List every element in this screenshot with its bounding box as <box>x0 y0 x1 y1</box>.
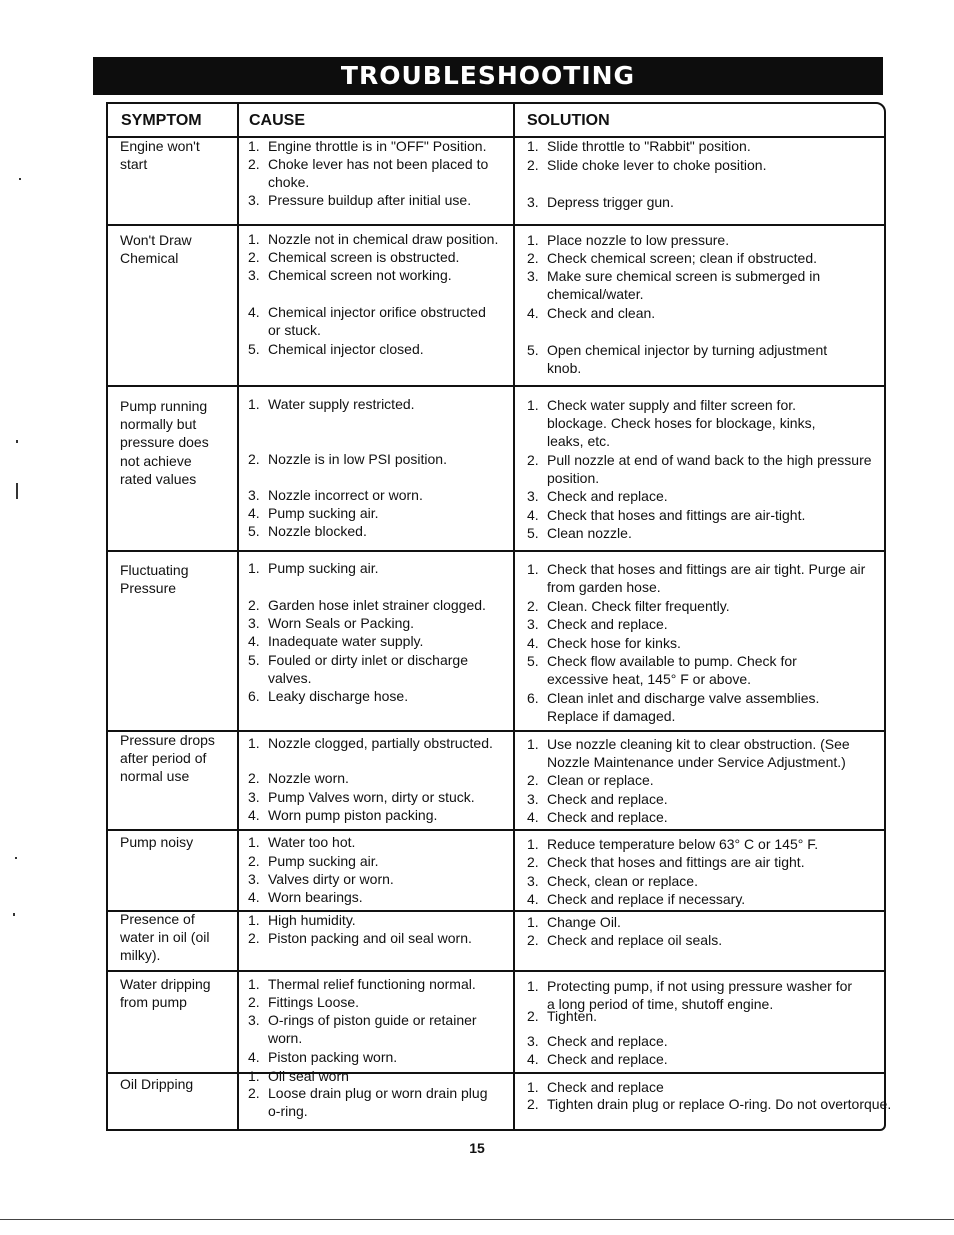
cause-text: Pump sucking air. <box>268 560 379 576</box>
cause-number: 1. <box>248 912 260 928</box>
solution-number: 2. <box>527 932 539 948</box>
solution-text: excessive heat, 145° F or above. <box>547 671 752 688</box>
solution-text: Check flow available to pump. Check for <box>547 653 797 669</box>
solution-text: Check and replace. <box>547 488 668 504</box>
cause-number: 5. <box>248 523 260 539</box>
solution-number: 2. <box>527 772 539 788</box>
cause-text: Water supply restricted. <box>268 396 415 412</box>
cause-text: Chemical injector closed. <box>268 341 424 357</box>
cause-text: Leaky discharge hose. <box>268 688 409 704</box>
cause-number: 1. <box>248 735 260 751</box>
solution-text: Check water supply and filter screen for. <box>547 397 797 413</box>
cause-number: 5. <box>248 652 260 668</box>
solution-text: Check hose for kinks. <box>547 635 681 651</box>
solution-number: 6. <box>527 690 539 706</box>
cause-text: Nozzle clogged, partially obstructed. <box>268 735 493 751</box>
cause-text: Loose drain plug or worn drain plug <box>268 1085 488 1101</box>
solution-text: Check and replace oil seals. <box>547 932 723 948</box>
cause-text: Fittings Loose. <box>268 994 360 1010</box>
solution-header: SOLUTION <box>527 112 610 129</box>
solution-number: 1. <box>527 232 539 248</box>
symptom-line: Pressure drops <box>120 732 215 748</box>
solution-text: Protecting pump, if not using pressure washer for <box>547 978 853 994</box>
cause-number: 4. <box>248 304 260 320</box>
solution-number: 1. <box>527 914 539 930</box>
solution-text: Clean. Check filter frequently. <box>547 598 730 614</box>
solution-text: Tighten drain plug or replace O-ring. Do not overtorque. <box>547 1096 892 1112</box>
cause-text: High humidity. <box>268 912 356 928</box>
cause-number: 2. <box>248 451 260 467</box>
solution-number: 2. <box>527 598 539 614</box>
cause-text: Nozzle worn. <box>268 770 349 786</box>
scan-mark <box>16 483 18 499</box>
cause-number: 2. <box>248 994 260 1010</box>
cause-text: o-ring. <box>268 1103 308 1120</box>
cause-text: Engine throttle is in "OFF" Position. <box>268 138 487 154</box>
bottom-rule <box>0 1219 954 1220</box>
solution-text: knob. <box>547 360 582 377</box>
cause-text: Worn Seals or Packing. <box>268 615 415 631</box>
cause-number: 3. <box>248 871 260 887</box>
scan-mark <box>19 178 21 180</box>
cause-text: Nozzle is in low PSI position. <box>268 451 447 467</box>
solution-text: Slide choke lever to choke position. <box>547 157 767 173</box>
symptom-line: Presence of <box>120 911 195 927</box>
cause-text: choke. <box>268 174 310 191</box>
solution-number: 2. <box>527 1008 539 1024</box>
cause-number: 1. <box>248 976 260 992</box>
solution-text: Reduce temperature below 63° C or 145° F. <box>547 836 819 852</box>
solution-text: Check and replace. <box>547 791 668 807</box>
solution-number: 1. <box>527 978 539 994</box>
symptom-line: Water dripping <box>120 976 211 992</box>
cause-text: Valves dirty or worn. <box>268 871 394 887</box>
cause-number: 1. <box>248 396 260 412</box>
solution-text: Check that hoses and fittings are air-tight. <box>547 507 806 523</box>
symptom-line: Pump running <box>120 398 208 414</box>
solution-number: 2. <box>527 854 539 870</box>
solution-number: 2. <box>527 452 539 468</box>
solution-text: Check, clean or replace. <box>547 873 698 889</box>
row-divider <box>108 136 884 138</box>
symptom-line: start <box>120 156 148 173</box>
solution-number: 1. <box>527 561 539 577</box>
cause-text: Piston packing and oil seal worn. <box>268 930 472 946</box>
page-number: 15 <box>469 1140 485 1156</box>
solution-number: 5. <box>527 342 539 358</box>
row-divider <box>108 730 884 732</box>
scan-mark <box>13 913 15 916</box>
solution-text: Check and replace if necessary. <box>547 891 746 907</box>
solution-text: Check and replace. <box>547 1051 668 1067</box>
cause-text: worn. <box>268 1030 303 1047</box>
solution-text: Make sure chemical screen is submerged in <box>547 268 821 284</box>
solution-number: 4. <box>527 891 539 907</box>
solution-text: Check that hoses and fittings are air tight. Purge air <box>547 561 866 577</box>
symptom-cell <box>120 975 211 1011</box>
solution-number: 2. <box>527 1096 539 1112</box>
solution-text: Depress trigger gun. <box>547 194 674 210</box>
solution-number: 2. <box>527 250 539 266</box>
troubleshooting-table <box>106 102 892 1131</box>
solution-number: 5. <box>527 653 539 669</box>
cause-number: 3. <box>248 192 260 208</box>
solution-number: 3. <box>527 488 539 504</box>
row-divider <box>108 224 884 226</box>
symptom-line: Pump noisy <box>120 834 194 850</box>
symptom-cell <box>120 137 200 173</box>
symptom-cell <box>120 910 209 965</box>
symptom-line: normal use <box>120 768 190 785</box>
solution-number: 1. <box>527 736 539 752</box>
cause-text: Inadequate water supply. <box>268 633 424 649</box>
solution-number: 2. <box>527 157 539 173</box>
solution-text: Open chemical injector by turning adjustment <box>547 342 828 358</box>
symptom-cell <box>120 397 209 488</box>
cause-number: 1. <box>248 1068 260 1084</box>
symptom-cell <box>120 561 188 597</box>
solution-text: Place nozzle to low pressure. <box>547 232 730 248</box>
scan-mark <box>15 857 17 859</box>
cause-text: Pressure buildup after initial use. <box>268 192 472 208</box>
row-divider <box>108 1072 884 1074</box>
cause-text: valves. <box>268 670 312 687</box>
solution-number: 1. <box>527 836 539 852</box>
cause-number: 4. <box>248 889 260 905</box>
solution-number: 3. <box>527 791 539 807</box>
cause-text: O-rings of piston guide or retainer <box>268 1012 477 1028</box>
solution-text: Tighten. <box>547 1008 598 1024</box>
solution-number: 1. <box>527 397 539 413</box>
cause-text: Water too hot. <box>268 834 356 850</box>
cause-number: 1. <box>248 834 260 850</box>
cause-number: 1. <box>248 560 260 576</box>
symptom-cell <box>120 731 215 786</box>
symptom-cell <box>120 1075 193 1093</box>
cause-text: Worn pump piston packing. <box>268 807 438 823</box>
cause-text: Piston packing worn. <box>268 1049 398 1065</box>
cause-number: 3. <box>248 615 260 631</box>
cause-text: Fouled or dirty inlet or discharge <box>268 652 468 668</box>
cause-number: 4. <box>248 1049 260 1065</box>
column-divider <box>513 104 515 1129</box>
solution-number: 4. <box>527 635 539 651</box>
solution-text: Use nozzle cleaning kit to clear obstruction. (See <box>547 736 850 752</box>
symptom-cell <box>120 833 193 851</box>
solution-text: Replace if damaged. <box>547 708 676 725</box>
cause-number: 2. <box>248 930 260 946</box>
cause-text: Thermal relief functioning normal. <box>268 976 476 992</box>
column-divider <box>237 104 239 1129</box>
solution-text: Pull nozzle at end of wand back to the high pressure <box>547 452 872 468</box>
symptom-cell <box>120 231 192 267</box>
solution-text: Clean nozzle. <box>547 525 632 541</box>
solution-number: 3. <box>527 616 539 632</box>
symptom-line: water in oil (oil <box>120 929 210 946</box>
row-divider <box>108 910 884 912</box>
symptom-line: pressure does <box>120 434 209 451</box>
page-title: TROUBLESHOOTING <box>93 57 883 95</box>
solution-text: from garden hose. <box>547 579 661 596</box>
cause-text: Pump Valves worn, dirty or stuck. <box>268 789 475 805</box>
scan-mark <box>16 440 18 443</box>
solution-number: 3. <box>527 873 539 889</box>
solution-text: Check and replace. <box>547 809 668 825</box>
solution-number: 5. <box>527 525 539 541</box>
solution-number: 3. <box>527 194 539 210</box>
cause-text: Oil seal worn <box>268 1068 349 1084</box>
solution-text: Slide throttle to "Rabbit" position. <box>547 138 751 154</box>
solution-text: Check and clean. <box>547 305 656 321</box>
cause-text: Garden hose inlet strainer clogged. <box>268 597 486 613</box>
cause-number: 1. <box>248 231 260 247</box>
cause-number: 2. <box>248 1085 260 1101</box>
cause-number: 3. <box>248 789 260 805</box>
cause-text: Worn bearings. <box>268 889 363 905</box>
cause-number: 2. <box>248 597 260 613</box>
solution-text: position. <box>547 470 600 487</box>
cause-number: 2. <box>248 853 260 869</box>
cause-number: 4. <box>248 807 260 823</box>
cause-number: 2. <box>248 770 260 786</box>
cause-number: 3. <box>248 1012 260 1028</box>
symptom-line: Oil Dripping <box>120 1076 194 1092</box>
cause-number: 2. <box>248 156 260 172</box>
cause-number: 6. <box>248 688 260 704</box>
symptom-header: SYMPTOM <box>121 112 202 129</box>
cause-text: Pump sucking air. <box>268 853 379 869</box>
symptom-line: Won't Draw <box>120 232 192 248</box>
cause-header: CAUSE <box>249 112 306 129</box>
solution-text: Check and replace. <box>547 1033 668 1049</box>
solution-text: Clean inlet and discharge valve assemblies. <box>547 690 820 706</box>
solution-number: 1. <box>527 138 539 154</box>
symptom-line: Fluctuating <box>120 562 189 578</box>
solution-number: 3. <box>527 268 539 284</box>
cause-number: 4. <box>248 633 260 649</box>
row-divider <box>108 970 884 972</box>
solution-number: 4. <box>527 1051 539 1067</box>
row-divider <box>108 829 884 831</box>
solution-text: chemical/water. <box>547 286 644 303</box>
cause-number: 3. <box>248 487 260 503</box>
cause-text: Chemical screen not working. <box>268 267 452 283</box>
cause-text: Choke lever has not been placed to <box>268 156 489 172</box>
row-divider <box>108 385 884 387</box>
cause-text: or stuck. <box>268 322 321 339</box>
symptom-line: not achieve <box>120 452 192 469</box>
symptom-line: Engine won't <box>120 138 200 154</box>
solution-text: Clean or replace. <box>547 772 654 788</box>
solution-text: a long period of time, shutoff engine. <box>547 996 774 1013</box>
symptom-line: Pressure <box>120 580 177 597</box>
cause-text: Nozzle blocked. <box>268 523 367 539</box>
cause-number: 4. <box>248 505 260 521</box>
cause-number: 2. <box>248 249 260 265</box>
solution-text: Check and replace. <box>547 616 668 632</box>
solution-text: Check that hoses and fittings are air tight. <box>547 854 805 870</box>
cause-text: Chemical screen is obstructed. <box>268 249 460 265</box>
solution-number: 3. <box>527 1033 539 1049</box>
symptom-line: Chemical <box>120 250 179 267</box>
cause-text: Chemical injector orifice obstructed <box>268 304 486 320</box>
cause-number: 3. <box>248 267 260 283</box>
solution-number: 4. <box>527 507 539 523</box>
solution-number: 4. <box>527 305 539 321</box>
solution-text: blockage. Check hoses for blockage, kinks, <box>547 415 816 432</box>
cause-number: 1. <box>248 138 260 154</box>
solution-number: 1. <box>527 1079 539 1095</box>
solution-number: 4. <box>527 809 539 825</box>
solution-text: Check chemical screen; clean if obstructed. <box>547 250 818 266</box>
cause-text: Nozzle incorrect or worn. <box>268 487 423 503</box>
solution-text: Change Oil. <box>547 914 621 930</box>
symptom-line: after period of <box>120 750 207 767</box>
cause-text: Nozzle not in chemical draw position. <box>268 231 499 247</box>
cause-text: Pump sucking air. <box>268 505 379 521</box>
symptom-line: normally but <box>120 416 197 433</box>
row-divider <box>108 550 884 552</box>
symptom-line: rated values <box>120 470 197 487</box>
solution-text: leaks, etc. <box>547 433 611 450</box>
solution-text: Check and replace <box>547 1079 664 1095</box>
cause-number: 5. <box>248 341 260 357</box>
solution-text: Nozzle Maintenance under Service Adjustment.) <box>547 754 846 771</box>
symptom-line: from pump <box>120 994 187 1011</box>
symptom-line: milky). <box>120 947 161 964</box>
